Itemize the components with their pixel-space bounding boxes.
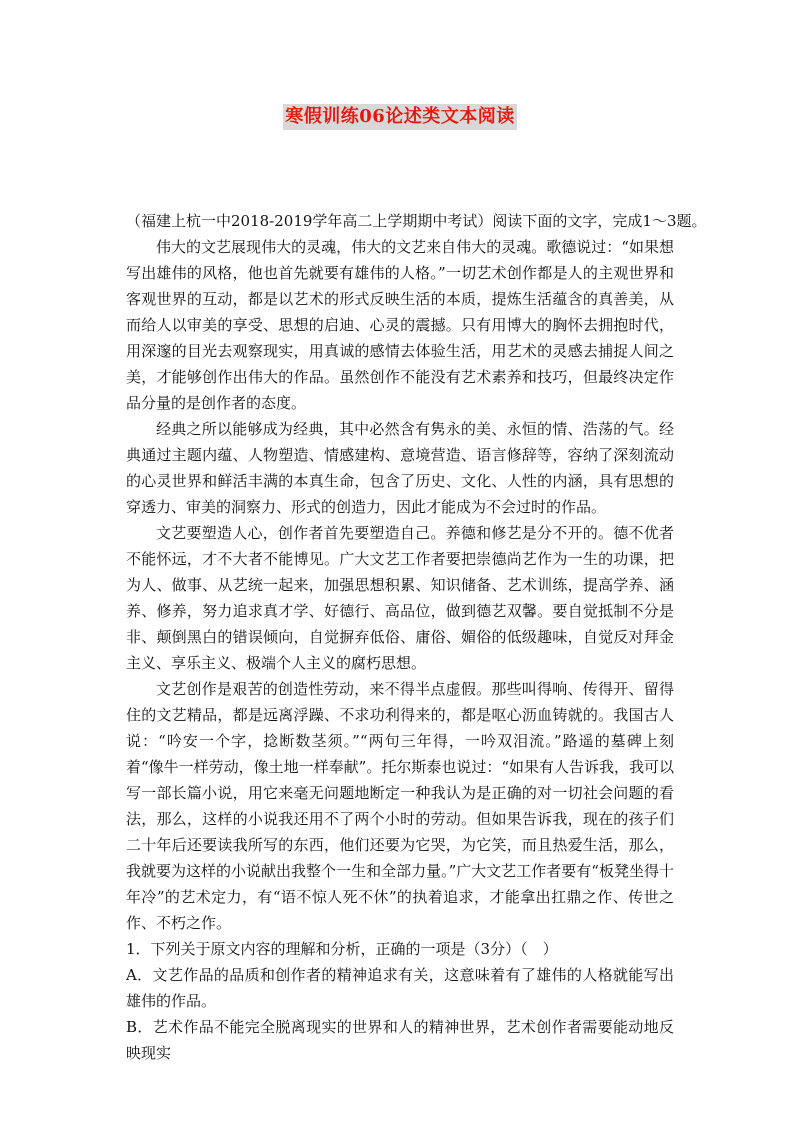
question-1-option-a: A．文艺作品的品质和创作者的精神追求有关，这意味着有了雄伟的人格就能写出雄伟的作品。 (126, 966, 674, 1010)
paragraph-4: 文艺创作是艰苦的创造性劳动，来不得半点虚假。那些叫得响、传得开、留得住的文艺精品，都是远离浮躁、不求功利得来的，都是呕心沥血铸就的。我国古人说：“吟安一个字，捻断数茎须。”“两句三年得，一吟双泪流。”路遥的墓碑上刻着“像牛一样劳动，像土地一样奉献”。托尔斯泰也说过：“如果有人告诉我，我可以写一部长篇小说，用它来毫无问题地断定一种我认为是正确的对一切社会问题的看法，那么，这样的小说我还用不了两个小时的劳动。但如果告诉我，现在的孩子们二十年后还要读我所写的东西，他们还要为它哭，为它笑，而且热爱生活，那么，我就要为这样的小说献出我整个一生和全部力量。”广大文艺工作者要有“板凳坐得十年冷”的艺术定力，有“语不惊人死不休”的执着追求，才能拿出扛鼎之作、传世之作、不朽之作。 (126, 680, 675, 932)
title-container (0, 104, 800, 130)
question-1-option-b: B．艺术作品不能完全脱离现实的世界和人的精神世界，艺术创作者需要能动地反映现实 (126, 1018, 674, 1062)
paragraph-2: 经典之所以能够成为经典，其中必然含有隽永的美、永恒的情、浩荡的气。经典通过主题内蕴、人物塑造、情感建构、意境营造、语言修辞等，容纳了深刻流动的心灵世界和鲜活丰满的本真生命，包含了历史、文化、人性的内涵，具有思想的穿透力、审美的洞察力、形式的创造力，因此才能成为不会过时的作品。 (126, 420, 674, 516)
question-1-stem: 1．下列关于原文内容的理解和分析，正确的一项是（3分）（ ） (126, 940, 558, 958)
document-body (126, 208, 707, 1066)
paragraph-3: 文艺要塑造人心，创作者首先要塑造自己。养德和修艺是分不开的。德不优者不能怀远，才不大者不能博见。广大文艺工作者要把崇德尚艺作为一生的功课，把为人、做事、从艺统一起来，加强思想积累、知识储备、艺术训练，提高学养、涵养、修养，努力追求真才学、好德行、高品位，做到德艺双馨。要自觉抵制不分是非、颠倒黑白的错误倾向，自觉摒弃低俗、庸俗、媚俗的低级趣味，自觉反对拜金主义、享乐主义、极端个人主义的腐朽思想。 (126, 524, 674, 672)
page-title: 寒假训练06论述类文本阅读 (283, 104, 517, 130)
intro-line: （福建上杭一中2018-2019学年高二上学期期中考试）阅读下面的文字，完成1～3题。 (126, 212, 707, 230)
paragraph-1: 伟大的文艺展现伟大的灵魂，伟大的文艺来自伟大的灵魂。歌德说过：“如果想写出雄伟的风格，他也首先就要有雄伟的人格。”一切艺术创作都是人的主观世界和客观世界的互动，都是以艺术的形式反映生活的本质，提炼生活蕴含的真善美，从而给人以审美的享受、思想的启迪、心灵的震撼。只有用博大的胸怀去拥抱时代，用深邃的目光去观察现实，用真诚的感情去体验生活，用艺术的灵感去捕捉人间之美，才能够创作出伟大的作品。虽然创作不能没有艺术素养和技巧，但最终决定作品分量的是创作者的态度。 (126, 238, 674, 412)
